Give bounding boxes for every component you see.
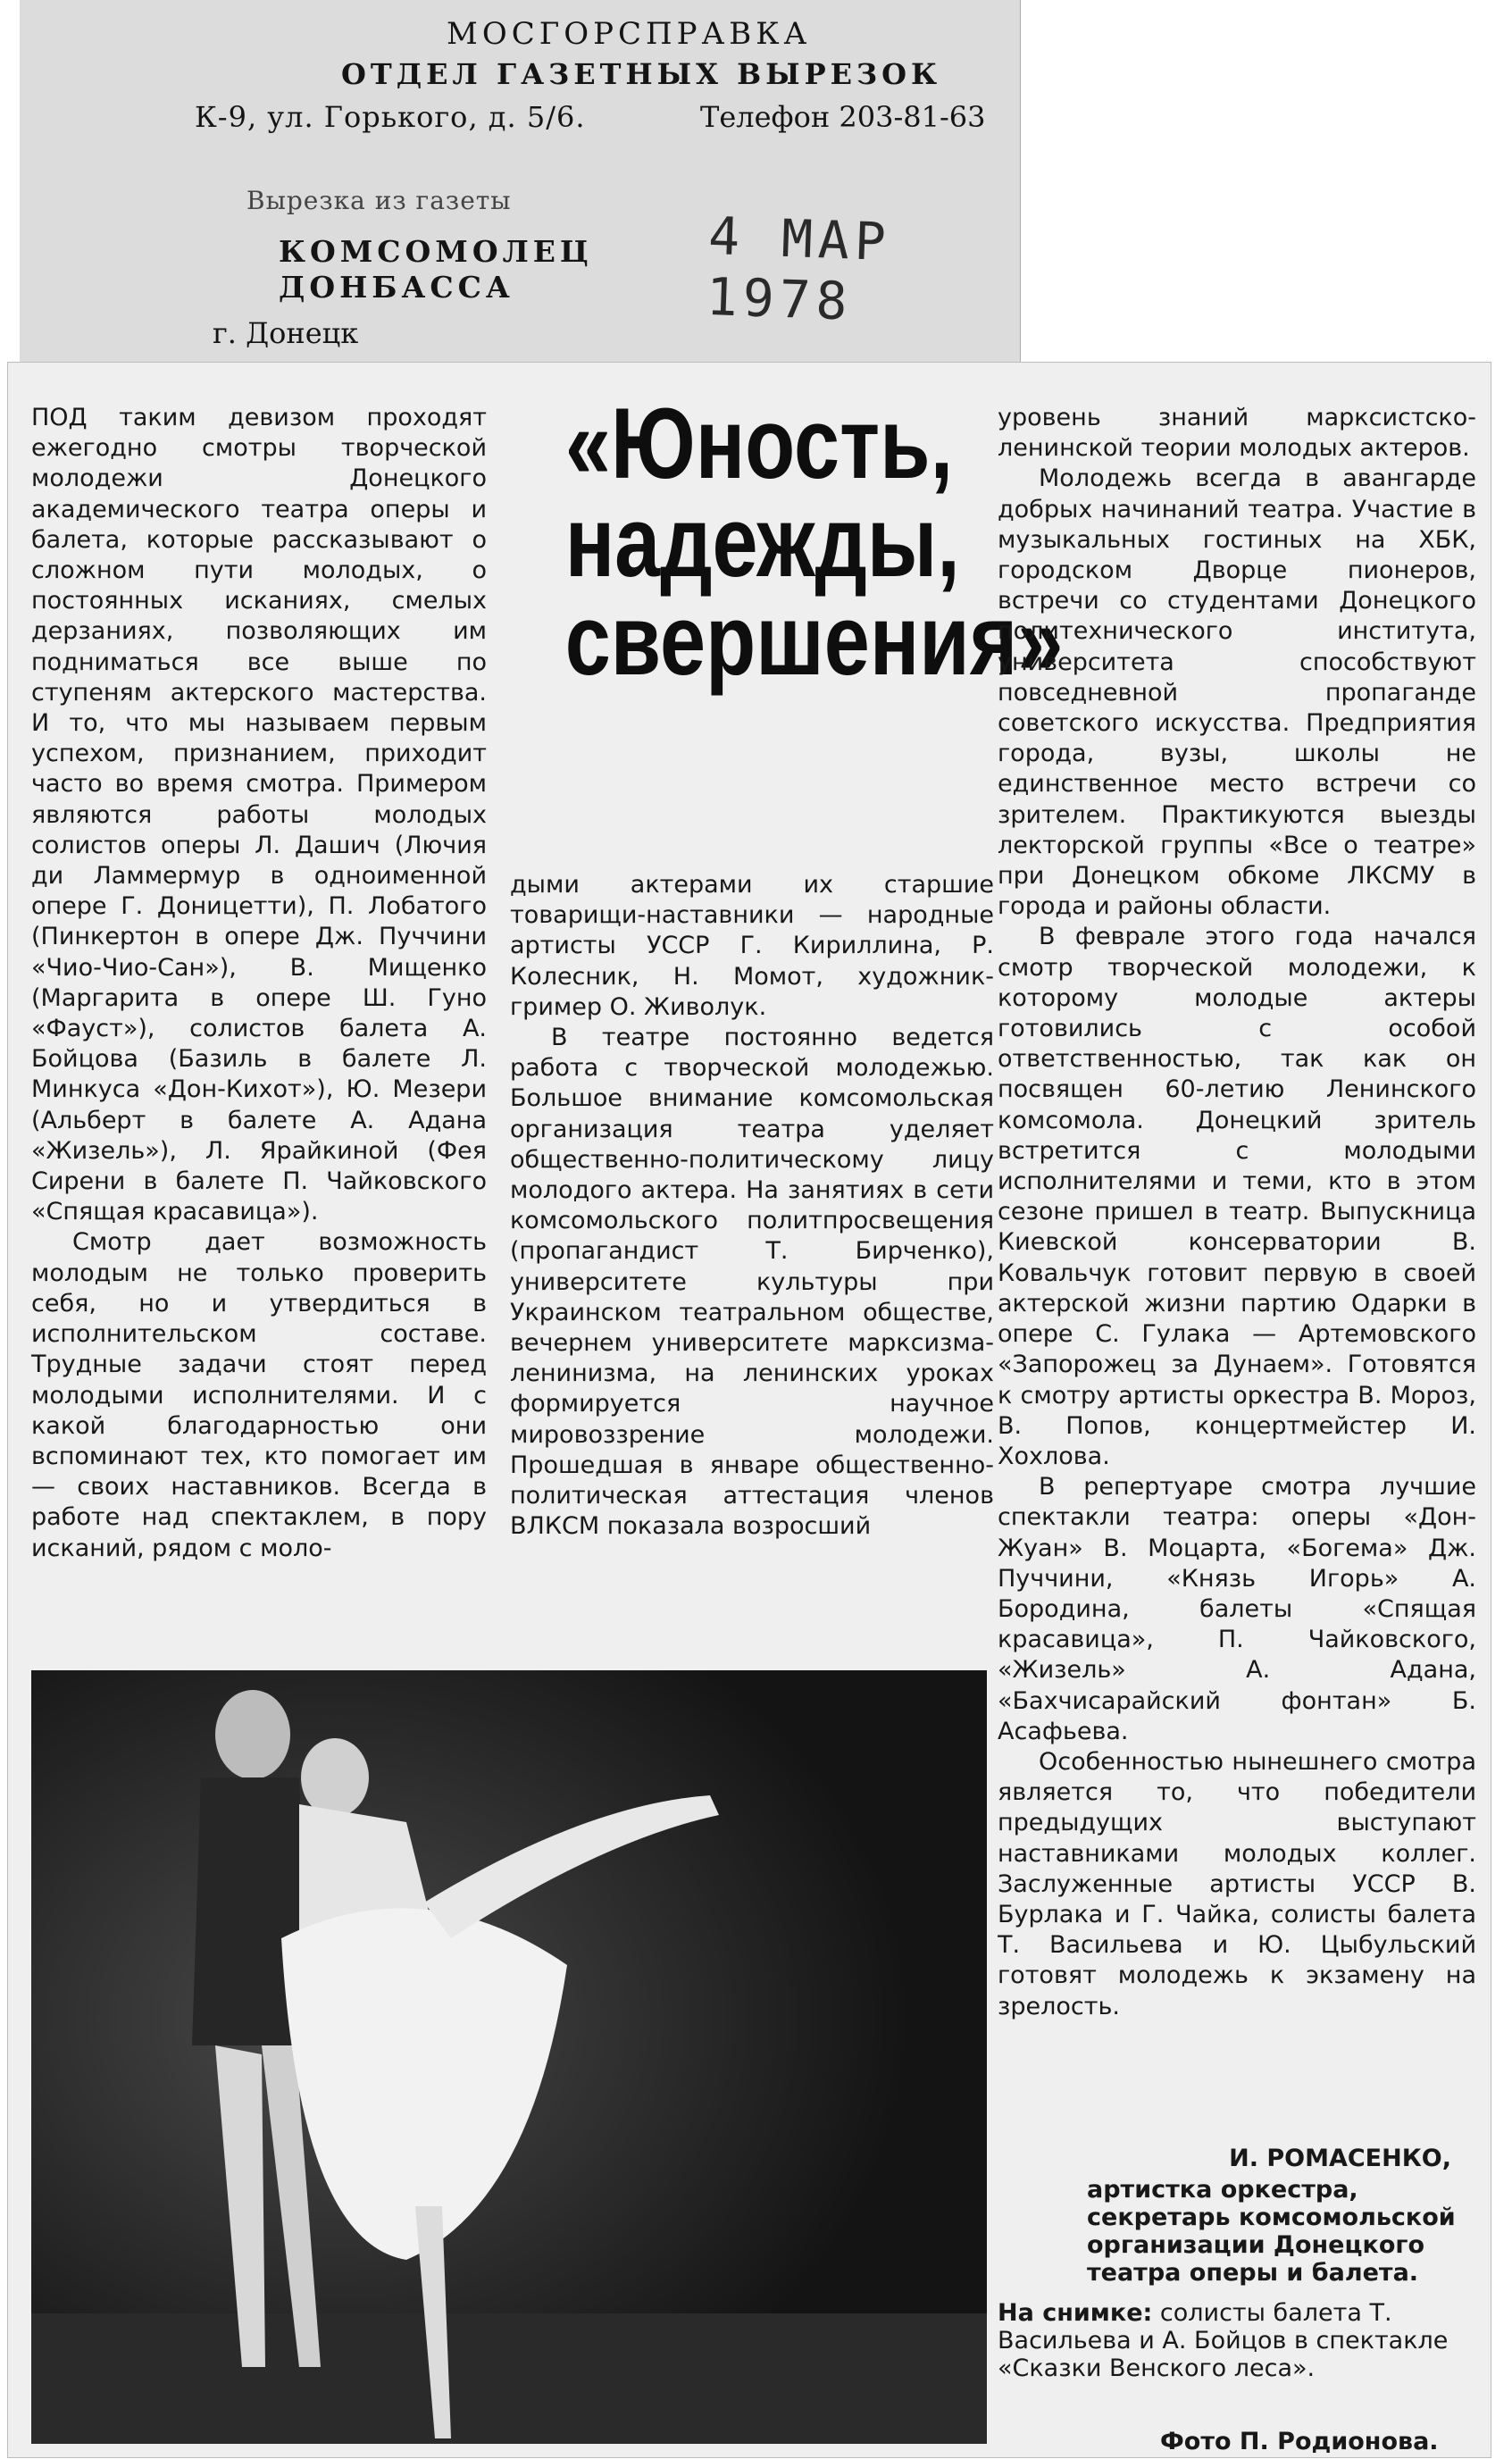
caption-text: солисты балета Т. Васильева и А. Бойцов в спектакле «Сказки Венского леса». bbox=[998, 2299, 1449, 2382]
headline-line: свершения» bbox=[564, 584, 1064, 696]
headline-line: надежды, bbox=[564, 486, 960, 598]
clipping-service-label bbox=[20, 0, 1021, 366]
article-paragraph: В театре постоянно ведется работа с творческой молодежью. Большое внимание комсомольская организация театра уделяет общественно-политическому лицу молодого актера. На занятиях в сети комсомольского политпросвещения (пропагандист Т. Бирченко), университете культуры при Украинском театральном обществе, вечернем университете марксизма-ленинизма, на ленинских уроках формируется научное мировоззрение молодежи. Прошедшая в январе общественно-политическая аттестация членов ВЛКСМ показала возросший bbox=[510, 1024, 994, 1541]
headline-line: «Юность, bbox=[564, 388, 954, 499]
article-paragraph: ПОД таким девизом проходят ежегодно смотры творческой молодежи Донецкого академического театра оперы и балета, которые рассказывают о сложном пути молодых, о постоянных исканиях, смелых дерзаниях, позволяющих им подниматься все выше по ступеням актерского мастерства. И то, что мы называем первым успехом, признанием, приходит часто во время смотра. Примером являются работы молодых солистов оперы Л. Дашич (Лючия ди Ламмермур в одноименной опере Г. Доницетти), П. Лобатого (Пинкертон в опере Дж. Пуччини «Чио-Чио-Сан»), В. Мищенко (Маргарита в опере Ш. Гуно «Фауст»), солистов балета А. Бойцова (Базиль в балете Л. Минкуса «Дон-Кихот»), Ю. Мезери (Альберт в балете А. Адана «Жизель»), Л. Ярайкиной (Фея Сирени в балете П. Чайковского «Спящая красавица»). bbox=[31, 404, 487, 1226]
department-name: ОТДЕЛ ГАЗЕТНЫХ ВЫРЕЗОК bbox=[341, 57, 942, 91]
photo-credit: Фото П. Родионова. bbox=[1160, 2428, 1439, 2455]
article-paragraph: Особенностью нынешнего смотра является то, что победители предыдущих выступают наставниками молодых коллег. Заслуженные артисты УССР В. Бурлака и Г. Чайка, солисты балета Т. Васильева и Ю. Цыбульский готовят молодежь к экзамену на зрелость. bbox=[998, 1747, 1476, 2020]
phone: Телефон 203-81-63 bbox=[700, 100, 986, 134]
article-paragraph: Смотр дает возможность молодым не только проверить себя, но и утвердиться в исполнительском составе. Трудные задачи стоят перед молодыми исполнителями. И с какой благодарностью они вспоминают тех, кто помогает им — своих наставников. Всегда в работе над спектаклем, в пору исканий, рядом с моло- bbox=[31, 1228, 487, 1562]
article-paragraph: дыми актерами их старшие товарищи-наставники — народные артисты УССР Г. Кириллина, Р. Колесник, Н. Момот, художник-гример О. Живолук. bbox=[510, 871, 994, 1021]
date-stamp: 4 МАР 1978 bbox=[705, 205, 892, 332]
article-column-1 bbox=[31, 403, 487, 1635]
newspaper-clipping bbox=[7, 362, 1491, 2458]
article-paragraph: В репертуаре смотра лучшие спектакли театра: оперы «Дон-Жуан» В. Моцарта, «Богема» Дж. Пуччини, «Князь Игорь» А. Бородина, балеты «Спящая красавица», П. Чайковского, «Жизель» А. Адана, «Бахчисарайский фонтан» Б. Асафьева. bbox=[998, 1473, 1476, 1745]
newspaper-name-line1: КОМСОМОЛЕЦ bbox=[279, 234, 593, 269]
newspaper-name-line2: ДОНБАССА bbox=[279, 270, 514, 305]
address: К-9, ул. Горького, д. 5/6. bbox=[195, 100, 586, 134]
photo-caption bbox=[998, 2299, 1485, 2382]
article-headline bbox=[564, 388, 1064, 696]
article-column-2 bbox=[510, 870, 994, 1631]
ballet-photo bbox=[31, 1670, 987, 2444]
author-name: И. РОМАСЕНКО, bbox=[1229, 2145, 1451, 2172]
article-column-3 bbox=[998, 403, 1476, 2189]
author-signature bbox=[1087, 2145, 1487, 2287]
article-paragraph: Молодежь всегда в авангарде добрых начинаний театра. Участие в музыкальных гостиных на ХБК, городском Дворце пионеров, встречи со студентами Донецкого политехнического института, университета способствуют повседневной пропаганде советского искусства. Предприятия города, вузы, школы не единственное место встречи со зрителем. Практикуются выезды лекторской группы «Все о театре» при Донецком обкоме ЛКСМУ в города и районы области. bbox=[998, 464, 1476, 921]
clip-source-caption: Вырезка из газеты bbox=[246, 186, 512, 215]
agency-name: МОСГОРСПРАВКА bbox=[447, 16, 812, 52]
caption-heading: На снимке: bbox=[998, 2299, 1153, 2327]
author-role: артистка оркестра, секретарь комсомольской организации Донецкого театра оперы и балета. bbox=[1087, 2176, 1456, 2287]
newspaper-city: г. Донецк bbox=[213, 316, 359, 350]
article-paragraph: В феврале этого года начался смотр творческой молодежи, к которому молодые актеры готовились с особой ответственностью, так как он посвящен 60-летию Ленинского комсомола. Донецкий зритель встретится с молодыми исполнителями и теми, кто в этом сезоне пришел в театр. Выпускница Киевской консерватории В. Ковальчук готовит первую в своей актерской жизни партию Одарки в опере С. Гулака — Артемовского «Запорожец за Дунаем». Готовятся к смотру артисты оркестра В. Мороз, В. Попов, концертмейстер И. Хохлова. bbox=[998, 923, 1476, 1470]
article-paragraph: уровень знаний марксистско-ленинской теории молодых актеров. bbox=[998, 404, 1476, 463]
